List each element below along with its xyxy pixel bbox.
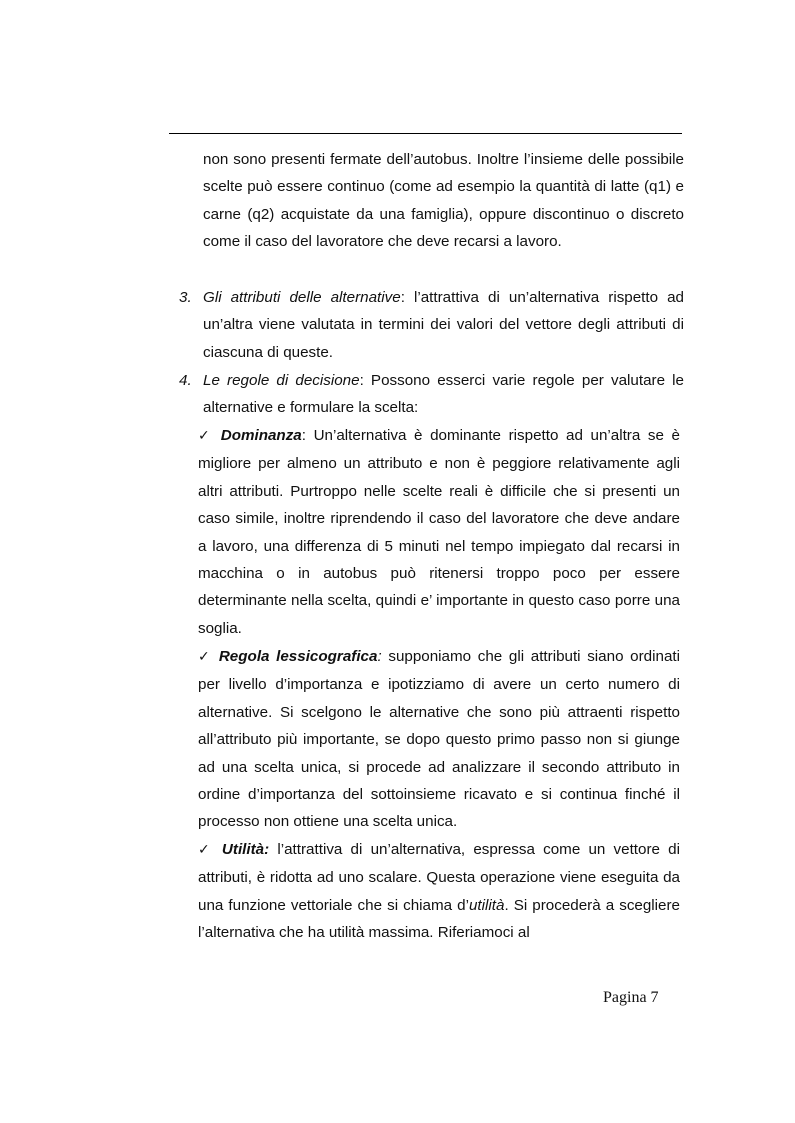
- rule-text-continued: . Si procederà a scegliere l’alternativa che ha utilità massima. Riferiamoci al: [198, 896, 681, 942]
- rule-title: Utilità:: [221, 841, 270, 858]
- list-item-3: [179, 284, 684, 366]
- list-number: 4.: [179, 372, 192, 389]
- rule-lessicografica: [198, 643, 680, 836]
- rule-title: Dominanza: [220, 427, 302, 444]
- rule-dominanza: [198, 422, 680, 642]
- rule-title-suffix: :: [377, 648, 382, 665]
- rule-text: supponiamo che gli attributi siano ordinati per livello d’importanza e ipotizziamo di avere un certo numero di alternative. Si scelgono le alternative che sono più attraenti rispetto all’attributo più importante, se dopo questo primo passo non si giunge ad una scelta unica, si procede ad analizzare il secondo attributo in ordine d’importanza del sottoinsieme ricavato e si continua finché il processo non ottiene una scelta unica.: [198, 648, 680, 831]
- list-item-text: : l’attrattiva di un’alternativa rispetto ad un’altra viene valutata in termini dei valori del vettore degli attributi di ciascuna di queste.: [203, 289, 685, 361]
- list-item-text: : Possono esserci varie regole per valutare le alternative e formulare la scelta:: [203, 372, 684, 417]
- rule-text: : Un’alternativa è dominante rispetto ad un’altra se è migliore per almeno un attributo e non è peggiore relativamente agli altri attributi. Purtroppo nelle scelte reali è difficile che si presenti un caso simile, inoltre riprendendo il caso del lavoratore che deve andare a lavoro, una differenza di 5 minuti nel tempo impiegato dal recarsi in macchina o in autobus può ritenersi troppo poco per essere determinante nella scelta, quindi e’ importante in questo caso porre una soglia.: [198, 427, 680, 637]
- list-item-4: [179, 367, 684, 422]
- page-number: Pagina 7: [603, 989, 659, 1006]
- checkmark-icon: ✓: [198, 428, 214, 444]
- rule-italic-term: utilità: [468, 896, 505, 914]
- rule-text: l’attrattiva di un’alternativa, espressa come un vettore di attributi, è ridotta ad uno scalare. Questa operazione viene eseguita da una funzione vettoriale che si chiama d’: [198, 841, 680, 914]
- list-item-title: Le regole di decisione: [203, 372, 360, 389]
- rule-title: Regola lessicografica: [218, 648, 378, 665]
- header-rule: [169, 133, 682, 134]
- checkmark-icon: ✓: [198, 649, 213, 665]
- checkmark-icon: ✓: [198, 842, 214, 858]
- continuation-paragraph: non sono presenti fermate dell’autobus. Inoltre l’insieme delle possibile scelte può essere continuo (come ad esempio la quantità di latte (q1) e carne (q2) acquistate da una famiglia), oppure discontinuo o discreto come il caso del lavoratore che deve recarsi a lavoro.: [203, 151, 684, 251]
- list-item-title: Gli attributi delle alternative: [203, 289, 401, 306]
- list-number: 3.: [179, 289, 192, 306]
- rule-utilita: [198, 836, 680, 947]
